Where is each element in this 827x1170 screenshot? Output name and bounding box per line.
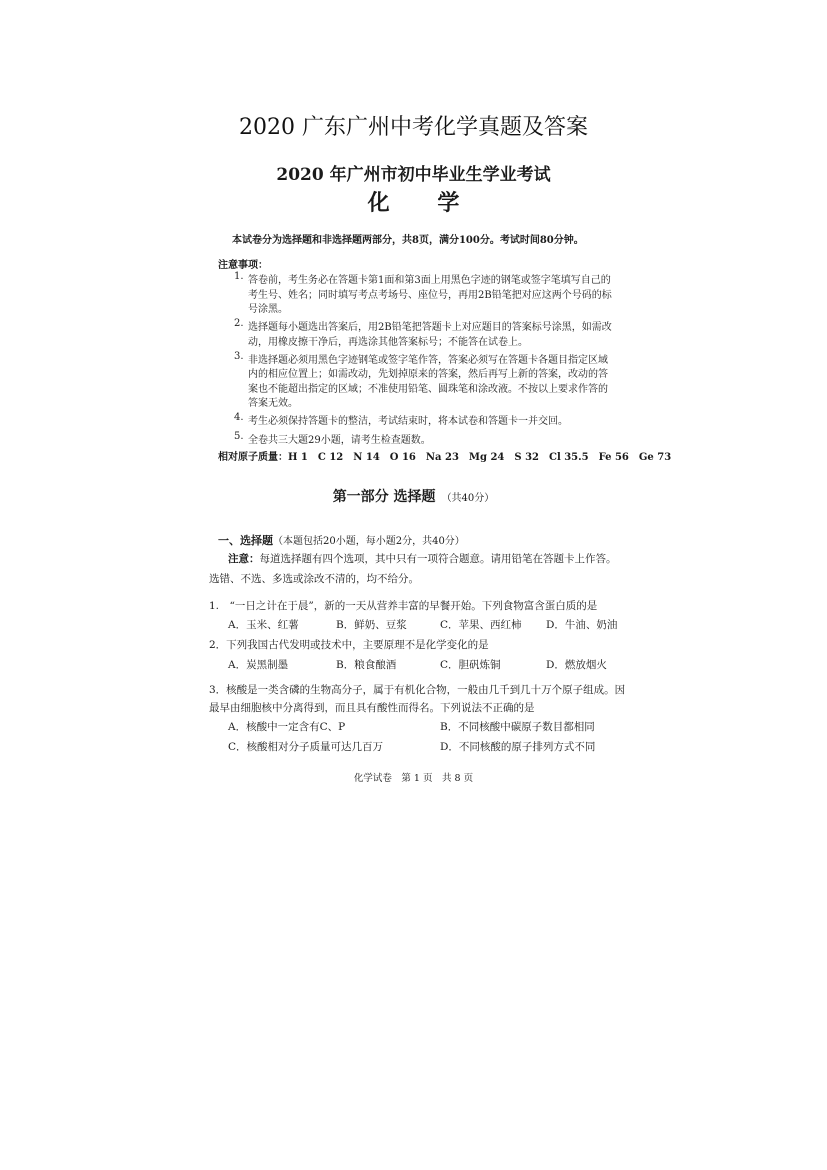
atomic-masses: 相对原子质量：H 1 C 12 N 14 O 16 Na 23 Mg 24 S 32 Cl 35.5 Fe 56 Ge 73 — [218, 452, 672, 463]
question-1-option-d: D．牛油、奶油 — [546, 619, 618, 631]
section1-label: 一、选择题 — [218, 534, 273, 547]
notice-line: 动，用橡皮擦干净后，再选涂其他答案标号；不能答在试卷上。 — [248, 336, 528, 348]
section1-heading — [218, 532, 465, 548]
question-2-option-d: D．燃放烟火 — [546, 659, 607, 671]
part1-title — [0, 486, 827, 506]
attention-line-2: 选错、不选、多选或涂改不清的，均不给分。 — [209, 573, 419, 585]
notice-heading: 注意事项： — [218, 260, 268, 271]
notice-line: 考生必须保持答题卡的整洁，考试结束时，将本试卷和答题卡一并交回。 — [248, 416, 568, 428]
attention-line-1 — [228, 551, 617, 566]
notice-line: 非选择题必须用黑色字迹钢笔或签字笔作答，答案必须写在答题卡各题目指定区域 — [248, 354, 608, 366]
question-1-stem: 1. “一日之计在于晨”，新的一天从营养丰富的早餐开始。下列食物富含蛋白质的是 — [209, 600, 598, 612]
part1-title-text: 第一部分 选择题 — [332, 489, 436, 505]
notice-line: 内的相应位置上；如需改动，先划掉原来的答案，然后再写上新的答案，改动的答 — [248, 369, 608, 381]
notice-number: 3. — [234, 350, 244, 362]
exam-intro: 本试卷分为选择题和非选择题两部分，共8页，满分100分。考试时间80分钟。 — [232, 235, 584, 246]
attention-label: 注意： — [228, 553, 260, 565]
notice-line: 全卷共三大题29小题，请考生检查题数。 — [248, 434, 431, 446]
section1-description: （本题包括20小题，每小题2分，共40分） — [273, 536, 465, 547]
notice-line: 考生号、姓名；同时填写考点考场号、座位号，再用2B铅笔把对应这两个号码的标 — [248, 289, 612, 301]
question-1-option-a: A．玉米、红薯 — [228, 619, 299, 631]
notice-line: 案也不能超出指定的区域；不准使用铅笔、圆珠笔和涂改液。不按以上要求作答的 — [248, 383, 608, 395]
page-footer: 化学试卷 第 1 页 共 8 页 — [353, 773, 474, 784]
question-3-option-c: C．核酸相对分子质量可达几百万 — [228, 741, 384, 753]
question-2-option-b: B．粮食酿酒 — [336, 659, 397, 671]
document-title: 2020 广东广州中考化学真题及答案 — [239, 115, 588, 140]
notice-number: 4. — [234, 412, 244, 424]
subject-title: 化 学 — [367, 190, 480, 216]
attention-text-1: 每道选择题有四个选项，其中只有一项符合题意。请用铅笔在答题卡上作答。 — [259, 553, 617, 565]
question-3-option-d: D．不同核酸的原子排列方式不同 — [440, 741, 596, 753]
question-2-option-c: C．胆矾炼铜 — [440, 659, 501, 671]
exam-title: 2020 年广州市初中毕业生学业考试 — [276, 165, 551, 185]
question-3-stem-line-2: 最早由细胞核中分离得到，而且具有酸性而得名。下列说法不正确的是 — [209, 702, 535, 714]
notice-number: 1. — [234, 271, 244, 282]
question-2-stem: 2．下列我国古代发明或技术中，主要原理不是化学变化的是 — [209, 639, 489, 651]
notice-line: 答案无效。 — [248, 398, 298, 410]
notice-line: 选择题每小题选出答案后，用2B铅笔把答题卡上对应题目的答案标号涂黑，如需改 — [248, 322, 612, 334]
notice-line: 号涂黑。 — [248, 304, 288, 315]
question-1-option-c: C．苹果、西红柿 — [440, 619, 522, 631]
notice-number: 2. — [234, 318, 244, 330]
question-3-stem-line-1: 3．核酸是一类含磷的生物高分子，属于有机化合物，一般由几千到几十万个原子组成。因 — [209, 684, 626, 696]
question-2-option-a: A．炭黑制墨 — [228, 659, 289, 671]
notice-number: 5. — [234, 430, 244, 442]
question-3-option-b: B．不同核酸中碳原子数目都相同 — [440, 721, 595, 733]
question-3-option-a: A．核酸中一定含有C、P — [228, 721, 346, 733]
part1-subtitle: （共40分） — [441, 493, 495, 504]
question-1-option-b: B．鲜奶、豆浆 — [336, 619, 407, 631]
notice-line: 答卷前，考生务必在答题卡第1面和第3面上用黑色字迹的钢笔或签字笔填写自己的 — [248, 275, 611, 286]
